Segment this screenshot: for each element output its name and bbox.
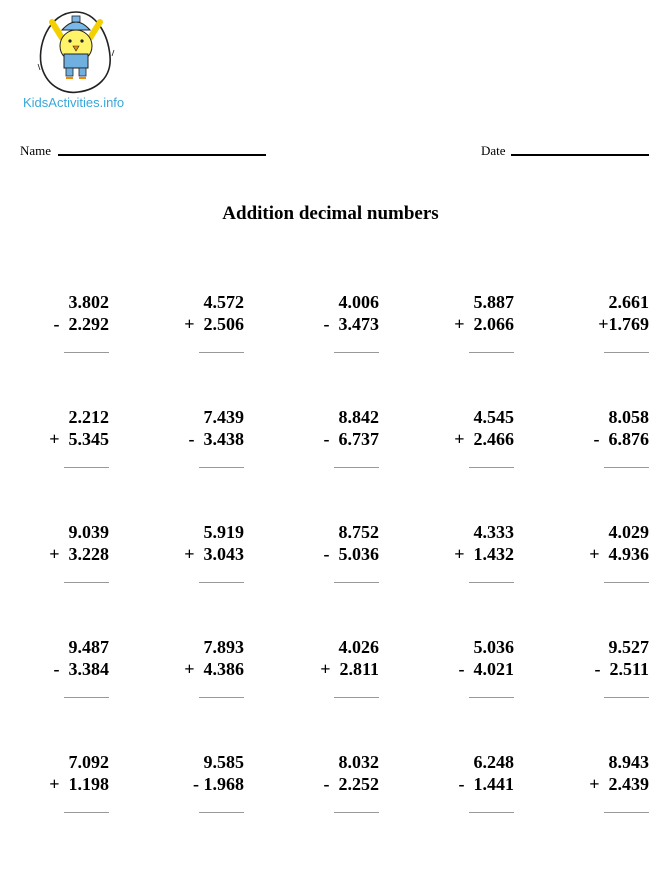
answer-line[interactable] xyxy=(64,352,109,353)
problem-top-number: 4.572 xyxy=(203,292,244,312)
problem-bottom-number: - 1.968 xyxy=(193,774,244,794)
problem-bottom-number: + 2.811 xyxy=(320,659,379,679)
problem-bottom-number: + 1.198 xyxy=(49,774,109,794)
problem-top-number: 8.943 xyxy=(608,752,649,772)
problem-top-number: 8.842 xyxy=(338,407,379,427)
problem-item xyxy=(539,522,649,592)
problem-bottom-number: + 2.506 xyxy=(184,314,244,334)
problem-top-number: 9.527 xyxy=(608,637,649,657)
problem-top-number: 2.212 xyxy=(68,407,109,427)
problem-bottom-number: - 1.441 xyxy=(458,774,514,794)
problem-item xyxy=(269,752,379,822)
answer-line[interactable] xyxy=(199,697,244,698)
problem-bottom-number: + 2.066 xyxy=(454,314,514,334)
answer-line[interactable] xyxy=(334,467,379,468)
answer-line[interactable] xyxy=(469,697,514,698)
problem-top-number: 8.752 xyxy=(338,522,379,542)
answer-line[interactable] xyxy=(64,812,109,813)
answer-line[interactable] xyxy=(604,697,649,698)
problem-item xyxy=(539,292,649,362)
problem-top-number: 5.036 xyxy=(473,637,514,657)
problem-top-number: 4.545 xyxy=(473,407,514,427)
problem-top-number: 8.058 xyxy=(608,407,649,427)
problem-item xyxy=(0,292,109,362)
answer-line[interactable] xyxy=(199,467,244,468)
problem-bottom-number: +1.769 xyxy=(598,314,649,334)
problem-item xyxy=(0,522,109,592)
problem-item xyxy=(404,292,514,362)
problem-bottom-number: - 2.292 xyxy=(53,314,109,334)
answer-line[interactable] xyxy=(199,812,244,813)
answer-line[interactable] xyxy=(604,812,649,813)
problem-top-number: 9.585 xyxy=(203,752,244,772)
problem-top-number: 7.092 xyxy=(68,752,109,772)
problem-item xyxy=(269,637,379,707)
problem-item xyxy=(404,522,514,592)
answer-line[interactable] xyxy=(604,467,649,468)
answer-line[interactable] xyxy=(199,582,244,583)
problem-top-number: 4.006 xyxy=(338,292,379,312)
problem-top-number: 4.029 xyxy=(608,522,649,542)
problem-bottom-number: - 6.737 xyxy=(323,429,379,449)
problem-top-number: 9.039 xyxy=(68,522,109,542)
answer-line[interactable] xyxy=(334,812,379,813)
problem-bottom-number: + 5.345 xyxy=(49,429,109,449)
problem-item xyxy=(134,522,244,592)
problem-top-number: 5.887 xyxy=(473,292,514,312)
problem-bottom-number: - 3.438 xyxy=(188,429,244,449)
problem-item xyxy=(0,407,109,477)
answer-line[interactable] xyxy=(604,352,649,353)
answer-line[interactable] xyxy=(334,697,379,698)
problem-bottom-number: + 4.936 xyxy=(589,544,649,564)
problem-item xyxy=(134,752,244,822)
problem-bottom-number: - 4.021 xyxy=(458,659,514,679)
problem-item xyxy=(404,407,514,477)
problem-item xyxy=(269,522,379,592)
problem-top-number: 6.248 xyxy=(473,752,514,772)
answer-line[interactable] xyxy=(334,352,379,353)
problem-item xyxy=(269,407,379,477)
problem-top-number: 4.333 xyxy=(473,522,514,542)
answer-line[interactable] xyxy=(469,812,514,813)
answer-line[interactable] xyxy=(64,697,109,698)
problem-bottom-number: + 3.228 xyxy=(49,544,109,564)
date-label: Date xyxy=(481,143,506,158)
problem-item xyxy=(539,752,649,822)
problem-item xyxy=(269,292,379,362)
problem-item xyxy=(539,637,649,707)
problem-top-number: 5.919 xyxy=(203,522,244,542)
problem-bottom-number: + 3.043 xyxy=(184,544,244,564)
problem-bottom-number: - 2.252 xyxy=(323,774,379,794)
problem-bottom-number: - 2.511 xyxy=(594,659,649,679)
answer-line[interactable] xyxy=(64,582,109,583)
brand-name: KidsActivities.info xyxy=(23,95,125,110)
answer-line[interactable] xyxy=(334,582,379,583)
problem-item xyxy=(0,752,109,822)
worksheet-title: Addition decimal numbers xyxy=(222,203,439,224)
problem-top-number: 8.032 xyxy=(338,752,379,772)
problem-item xyxy=(134,292,244,362)
problem-item xyxy=(404,752,514,822)
problem-item xyxy=(134,637,244,707)
problem-bottom-number: + 2.439 xyxy=(589,774,649,794)
problem-top-number: 2.661 xyxy=(608,292,649,312)
problem-item xyxy=(134,407,244,477)
name-label: Name xyxy=(20,143,52,158)
problem-top-number: 4.026 xyxy=(338,637,379,657)
answer-line[interactable] xyxy=(199,352,244,353)
problem-bottom-number: - 3.384 xyxy=(53,659,109,679)
problem-bottom-number: + 4.386 xyxy=(184,659,244,679)
problem-item xyxy=(539,407,649,477)
answer-line[interactable] xyxy=(469,582,514,583)
answer-line[interactable] xyxy=(64,467,109,468)
problem-bottom-number: - 5.036 xyxy=(323,544,379,564)
problem-top-number: 9.487 xyxy=(68,637,109,657)
problem-bottom-number: + 1.432 xyxy=(454,544,514,564)
answer-line[interactable] xyxy=(469,467,514,468)
answer-line[interactable] xyxy=(469,352,514,353)
problem-item xyxy=(0,637,109,707)
answer-line[interactable] xyxy=(604,582,649,583)
problem-bottom-number: - 6.876 xyxy=(593,429,649,449)
problem-top-number: 3.802 xyxy=(68,292,109,312)
problem-bottom-number: + 2.466 xyxy=(454,429,514,449)
problem-bottom-number: - 3.473 xyxy=(323,314,379,334)
problem-item xyxy=(404,637,514,707)
problem-top-number: 7.893 xyxy=(203,637,244,657)
problem-top-number: 7.439 xyxy=(203,407,244,427)
